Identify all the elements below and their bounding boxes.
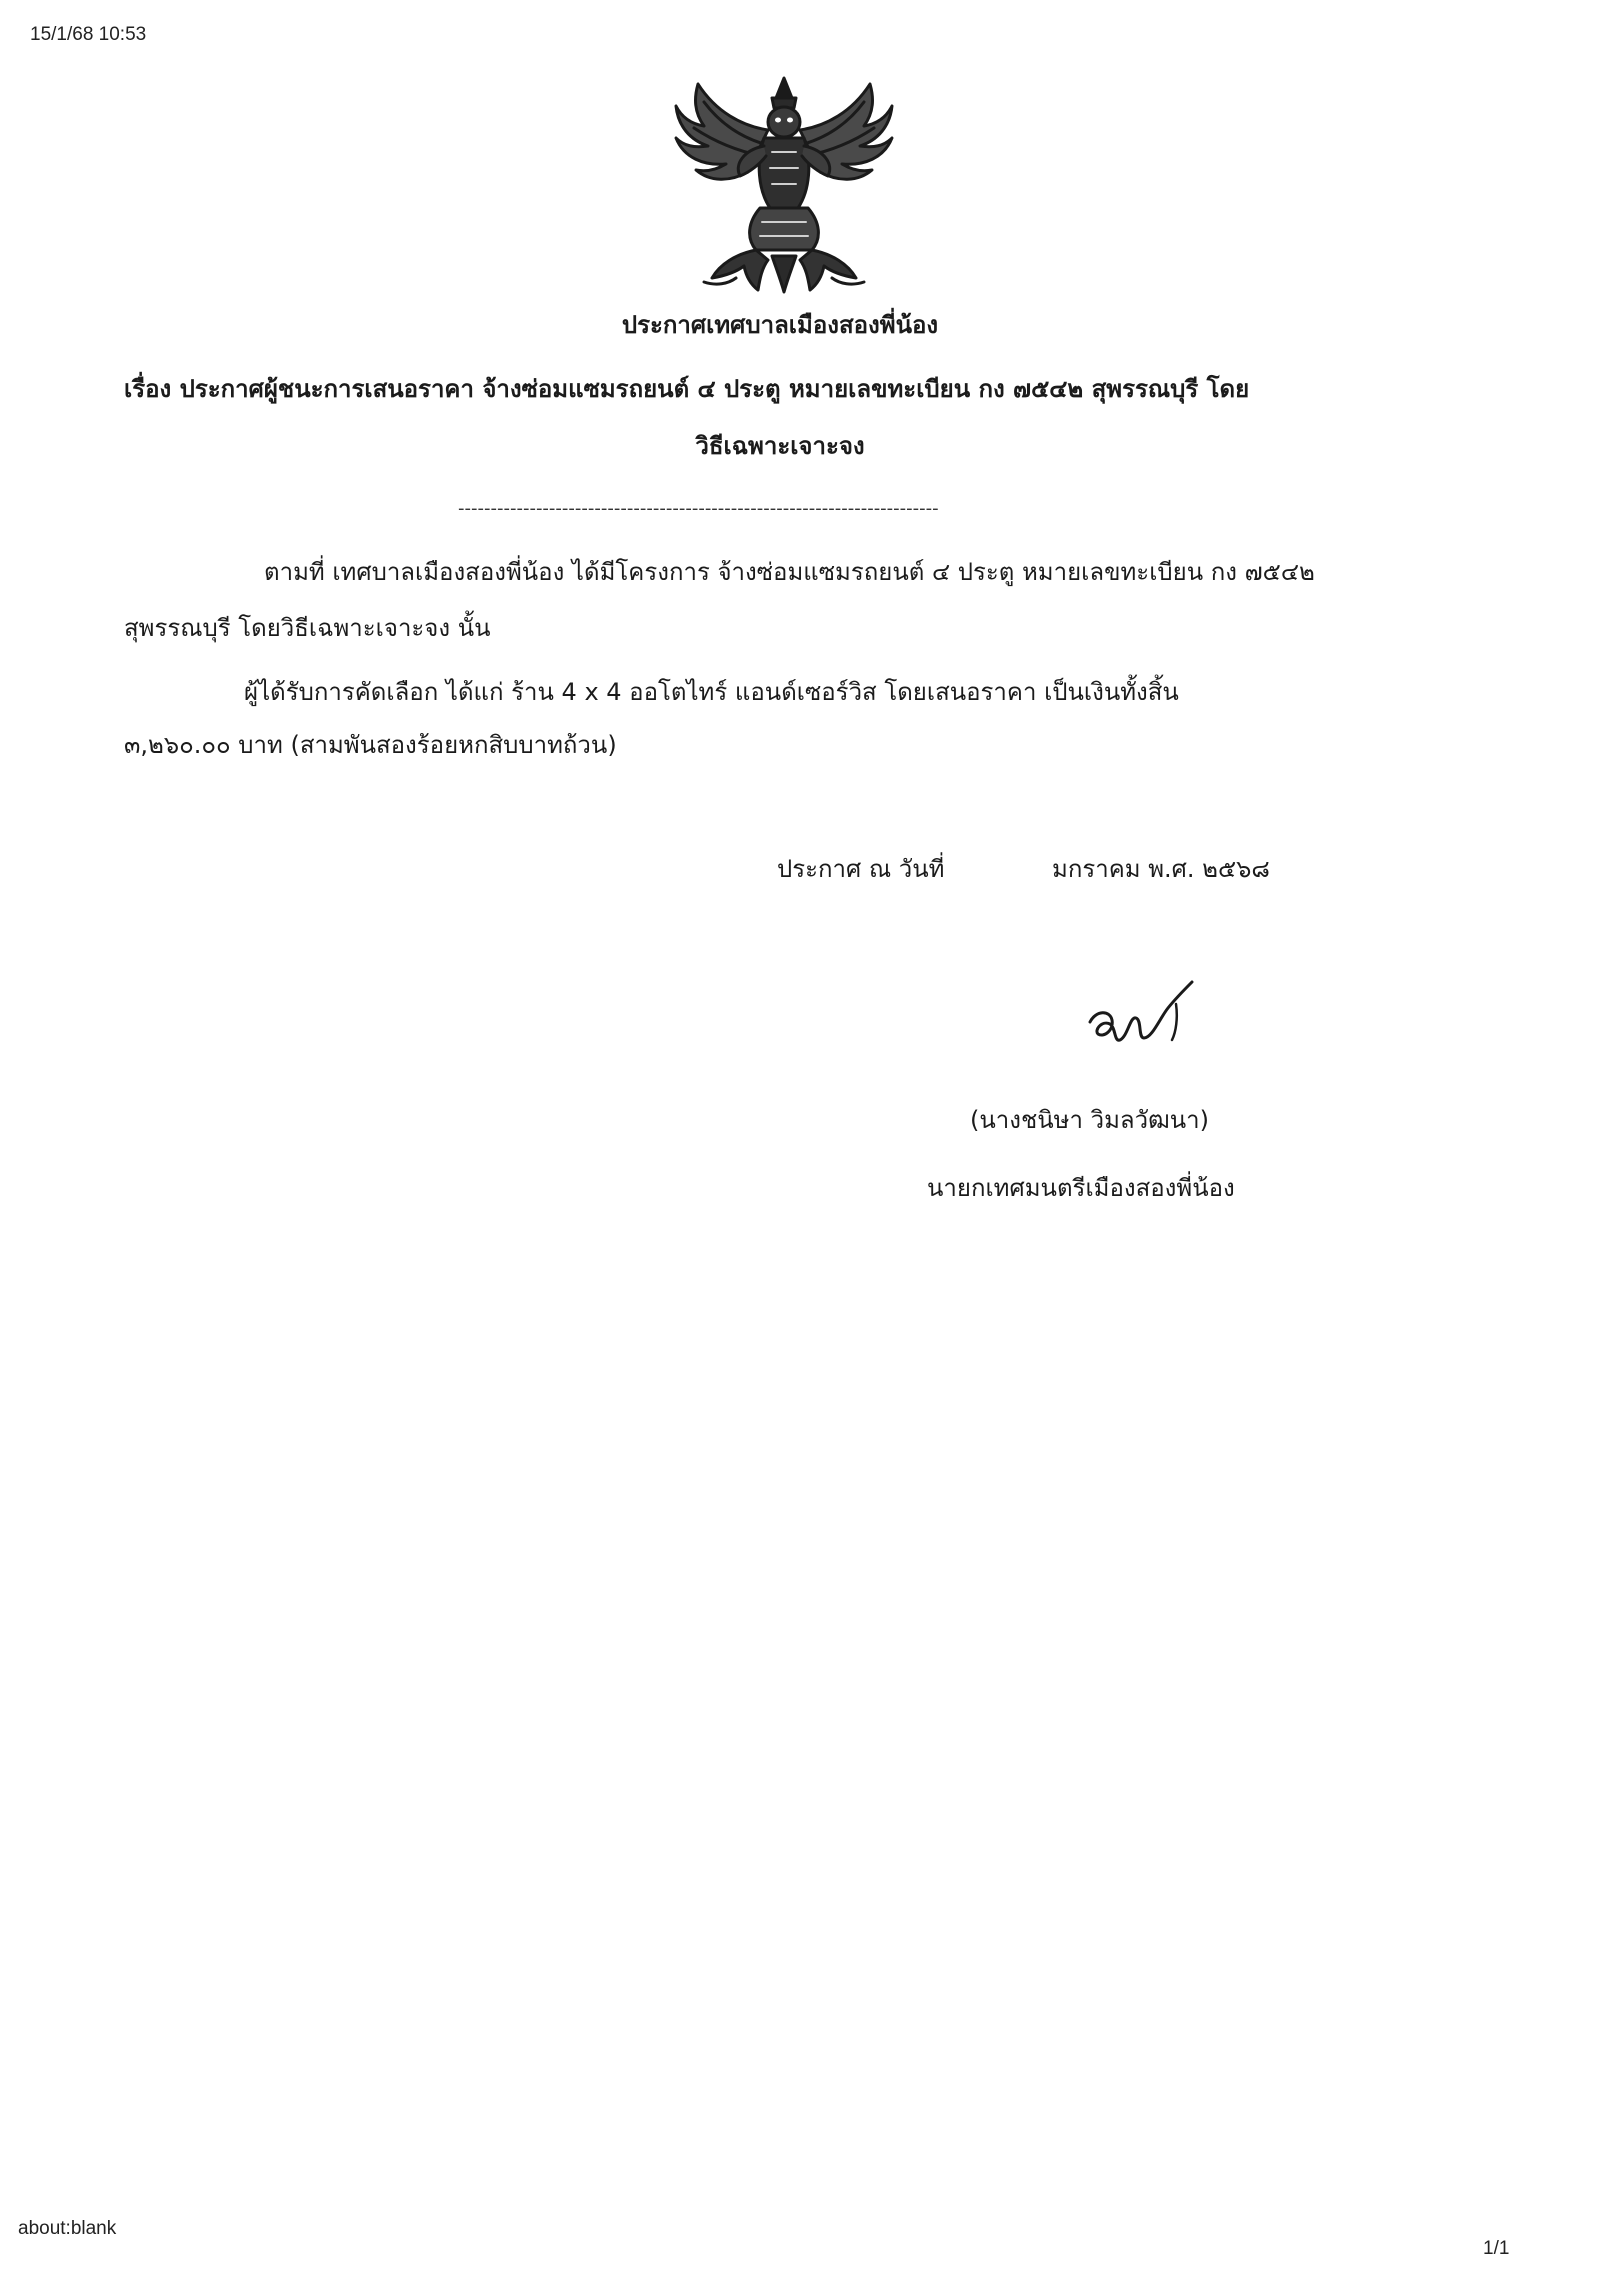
document-subject-line-2: วิธีเฉพาะเจาะจง: [695, 432, 865, 460]
signer-name: (นางชนิษา วิมลวัฒนา): [970, 1106, 1209, 1134]
document-paragraph-2-line-1: ผู้ได้รับการคัดเลือก ได้แก่ ร้าน 4 x 4 ออโตไทร์ แอนด์เซอร์วิส โดยเสนอราคา เป็นเงินทั้งสิ้น: [244, 678, 1179, 706]
document-paragraph-1-line-1: ตามที่ เทศบาลเมืองสองพี่น้อง ได้มีโครงการ จ้างซ่อมแซมรถยนต์ ๔ ประตู หมายเลขทะเบียน กง ๗๕๔๒: [264, 558, 1315, 586]
document-subject-line-1: เรื่อง ประกาศผู้ชนะการเสนอราคา จ้างซ่อมแซมรถยนต์ ๔ ประตู หมายเลขทะเบียน กง ๗๕๔๒ สุพรรณบุรี โดย: [124, 375, 1250, 403]
document-paragraph-1-line-2: สุพรรณบุรี โดยวิธีเฉพาะเจาะจง นั้น: [124, 614, 491, 642]
print-footer-url: about:blank: [18, 2218, 117, 2239]
print-footer-page: 1/1: [1483, 2238, 1510, 2259]
document-divider: --------------------------------------------------------------------------: [458, 498, 939, 519]
announcement-date-label: ประกาศ ณ วันที่: [777, 855, 945, 883]
signature-icon: [1080, 978, 1210, 1058]
announcement-date-value: มกราคม พ.ศ. ๒๕๖๘: [1052, 855, 1270, 883]
garuda-emblem-icon: [664, 72, 904, 298]
signer-title: นายกเทศมนตรีเมืองสองพี่น้อง: [927, 1174, 1235, 1202]
document-paragraph-2-line-2: ๓,๒๖๐.๐๐ บาท (สามพันสองร้อยหกสิบบาทถ้วน): [124, 731, 617, 759]
print-header-datetime: 15/1/68 10:53: [30, 24, 147, 45]
document-org-title: ประกาศเทศบาลเมืองสองพี่น้อง: [621, 311, 939, 339]
